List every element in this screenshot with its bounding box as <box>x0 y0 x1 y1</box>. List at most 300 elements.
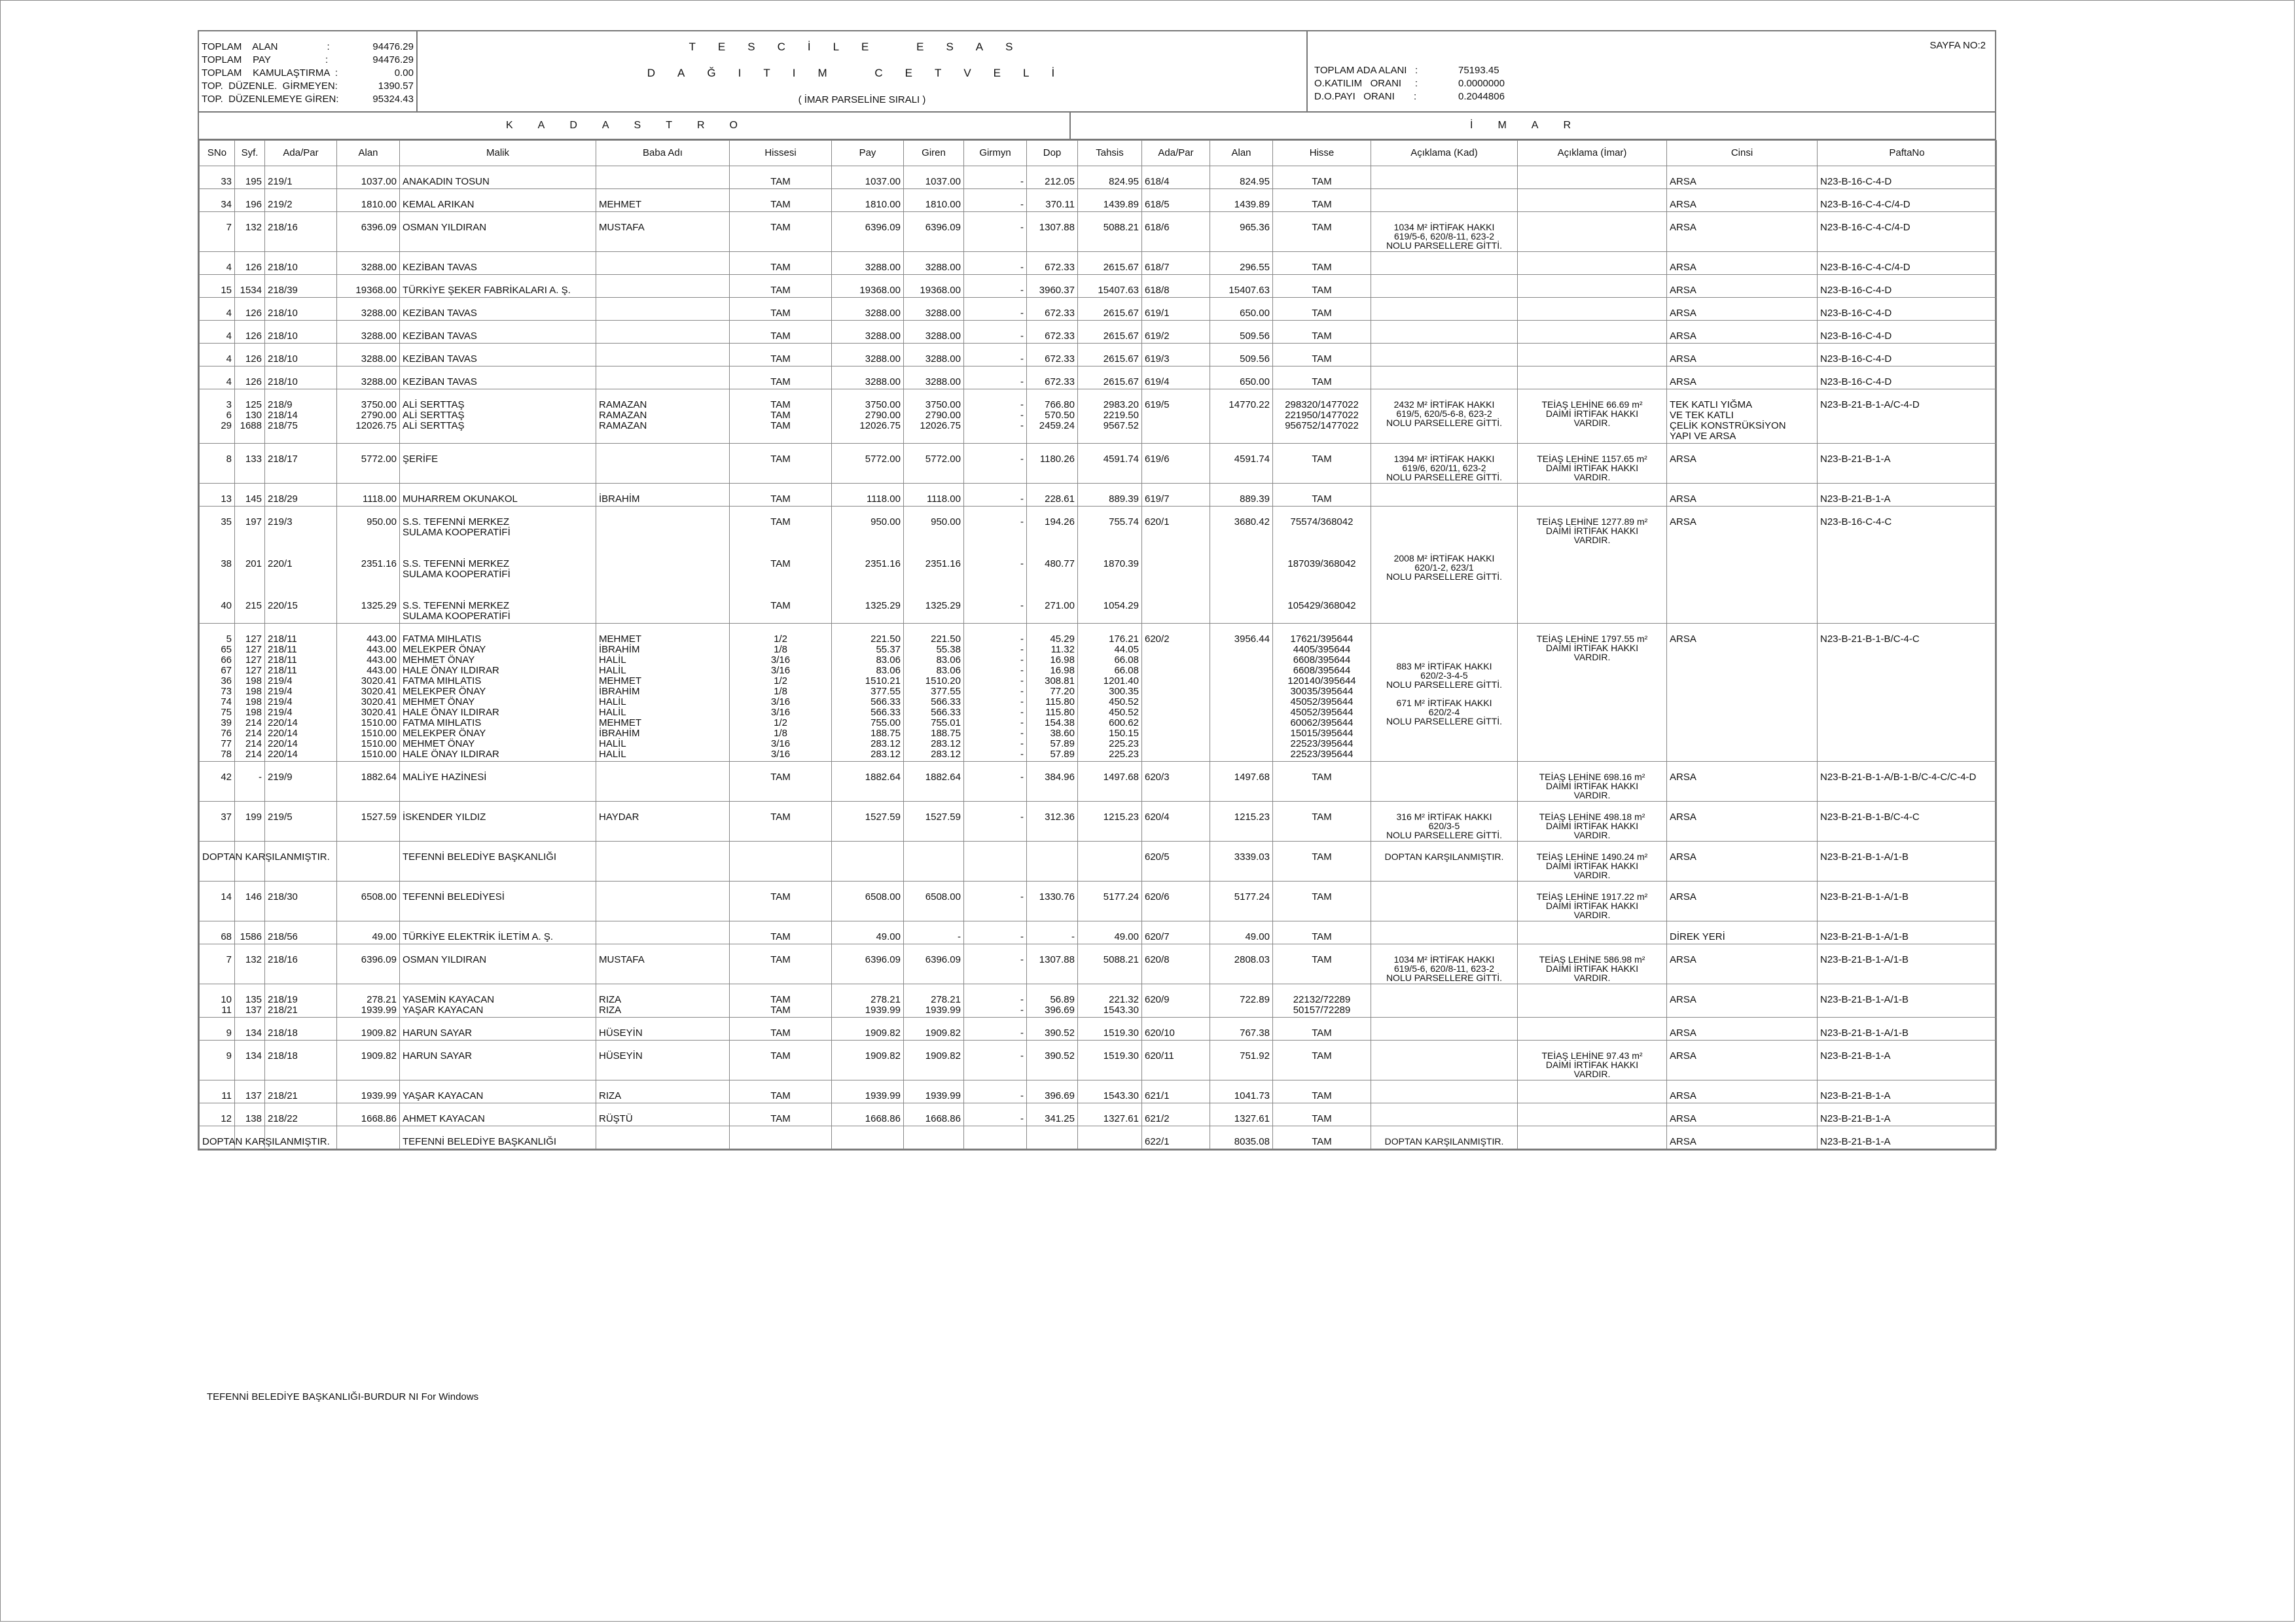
table-cell <box>904 1126 964 1149</box>
table-cell: MEHMET İBRAHİM HALİL HALİL MEHMET İBRAHİM HALİL HALİL MEHMET İBRAHİM HALİL HALİL <box>596 624 730 762</box>
table-cell <box>1371 882 1518 921</box>
table-cell: 3288.00 <box>832 252 904 275</box>
table-cell: TAM <box>1273 275 1371 298</box>
table-cell <box>596 842 730 882</box>
table-cell: FATMA MIHLATIS MELEKPER ÖNAY MEHMET ÖNAY HALE ÖNAY ILDIRAR FATMA MIHLATIS MELEKPER ÖNAY MEHMET ÖNAY HALE ÖNAY ILDIRAR FATMA MIHLATIS MELEKPER ÖNAY MEHMET ÖNAY HALE ÖNAY ILDIRAR <box>400 624 596 762</box>
table-row <box>200 1080 1997 1103</box>
table-cell: 196 <box>235 189 265 212</box>
table-cell: ARSA <box>1667 321 1818 344</box>
table-cell: - <box>964 802 1027 842</box>
table-cell: 6396.09 <box>832 944 904 984</box>
table-cell <box>596 298 730 321</box>
title-line-2: DAĞITIM CETVELİ <box>647 67 1077 79</box>
table-cell: 618/8 <box>1142 275 1210 298</box>
table-cell: 672.33 <box>1027 252 1078 275</box>
table-cell: ARSA <box>1667 166 1818 189</box>
table-cell: 6396.09 <box>337 212 400 252</box>
table-cell: 889.39 <box>1078 484 1142 507</box>
table-cell: 3288.00 <box>904 252 964 275</box>
table-cell <box>964 1126 1027 1149</box>
sheet-header <box>199 31 1995 113</box>
table-cell: TAM <box>1273 366 1371 389</box>
total-value: 94476.29 <box>372 41 414 52</box>
table-cell: TAM <box>730 1041 832 1080</box>
table-cell: TÜRKİYE ELEKTRİK İLETİM A. Ş. <box>400 921 596 944</box>
table-cell: 219/5 <box>265 802 337 842</box>
total-label: TOP. DÜZENLE. GİRMEYEN: <box>202 80 338 92</box>
table-cell: 1497.68 <box>1210 762 1273 802</box>
kadastro-section-title: KADASTRO <box>199 113 1071 139</box>
table-cell <box>1518 344 1667 366</box>
table-cell: 3288.00 <box>832 344 904 366</box>
table-row <box>200 802 1997 842</box>
table-row <box>200 321 1997 344</box>
table-cell: TAM <box>730 944 832 984</box>
table-cell: 620/9 <box>1142 984 1210 1018</box>
table-cell: 12 <box>200 1103 235 1126</box>
table-cell: N23-B-21-B-1-A <box>1818 484 1997 507</box>
column-header: Baba Adı <box>596 141 730 166</box>
table-cell <box>1371 1080 1518 1103</box>
table-cell: - <box>964 944 1027 984</box>
table-cell <box>1027 842 1078 882</box>
table-cell: 618/6 <box>1142 212 1210 252</box>
table-cell <box>1371 484 1518 507</box>
table-cell: - <box>964 444 1027 484</box>
ada-value: 0.2044806 <box>1458 91 1505 102</box>
table-cell: - <box>964 252 1027 275</box>
table-cell <box>596 1126 730 1149</box>
table-cell <box>1518 321 1667 344</box>
table-cell: 14770.22 <box>1210 389 1273 444</box>
table-cell: MUSTAFA <box>596 212 730 252</box>
table-cell: N23-B-16-C-4-D <box>1818 275 1997 298</box>
footer-text: TEFENNİ BELEDİYE BAŞKANLIĞI-BURDUR NI For Windows <box>207 1391 479 1402</box>
column-header: Girmyn <box>964 141 1027 166</box>
table-cell: 1307.88 <box>1027 212 1078 252</box>
ada-block <box>1308 31 1995 111</box>
table-cell <box>1078 842 1142 882</box>
table-cell: TAM <box>730 212 832 252</box>
table-cell <box>596 366 730 389</box>
table-cell: TEİAŞ LEHİNE 698.16 m² DAİMİ İRTİFAK HAKKI VARDIR. <box>1518 762 1667 802</box>
table-cell: 3 6 29 <box>200 389 235 444</box>
table-cell: 218/17 <box>265 444 337 484</box>
table-cell: ARSA <box>1667 344 1818 366</box>
table-cell: 296.55 <box>1210 252 1273 275</box>
table-cell: 218/10 <box>265 298 337 321</box>
table-row <box>200 212 1997 252</box>
total-label: TOPLAM PAY : <box>202 54 329 65</box>
table-cell: - <box>964 189 1027 212</box>
table-cell: 619/1 <box>1142 298 1210 321</box>
table-cell: 889.39 <box>1210 484 1273 507</box>
table-cell: 75574/368042 187039/368042 105429/368042 <box>1273 507 1371 624</box>
table-cell <box>1518 1103 1667 1126</box>
table-cell: 751.92 <box>1210 1041 1273 1080</box>
table-cell: 218/18 <box>265 1041 337 1080</box>
table-cell: 509.56 <box>1210 321 1273 344</box>
table-cell <box>1518 252 1667 275</box>
table-cell: TEİAŞ LEHİNE 498.18 m² DAİMİ İRTİFAK HAKKI VARDIR. <box>1518 802 1667 842</box>
table-cell <box>1371 321 1518 344</box>
table-cell: HÜSEYİN <box>596 1041 730 1080</box>
table-cell <box>337 842 400 882</box>
table-cell: 195 <box>235 166 265 189</box>
table-cell: 3288.00 <box>832 366 904 389</box>
table-row <box>200 344 1997 366</box>
table-cell: N23-B-21-B-1-B/C-4-C <box>1818 802 1997 842</box>
table-cell: MEHMET <box>596 189 730 212</box>
table-cell: N23-B-21-B-1-A <box>1818 1103 1997 1126</box>
table-cell: - <box>1027 921 1078 944</box>
table-cell: İSKENDER YILDIZ <box>400 802 596 842</box>
table-cell: TAM <box>730 1103 832 1126</box>
table-cell: KEZİBAN TAVAS <box>400 298 596 321</box>
table-cell: 2615.67 <box>1078 344 1142 366</box>
table-cell: 3750.00 2790.00 12026.75 <box>832 389 904 444</box>
table-cell: 68 <box>200 921 235 944</box>
table-cell: 6508.00 <box>832 882 904 921</box>
table-cell: 34 <box>200 189 235 212</box>
table-cell: 6508.00 <box>337 882 400 921</box>
table-cell: 37 <box>200 802 235 842</box>
table-cell: 1939.99 <box>832 1080 904 1103</box>
table-cell: 5772.00 <box>337 444 400 484</box>
table-cell: TAM <box>1273 344 1371 366</box>
table-cell: TAM TAM TAM <box>730 389 832 444</box>
table-cell: 1041.73 <box>1210 1080 1273 1103</box>
title-block <box>418 31 1308 111</box>
table-cell: HÜSEYİN <box>596 1018 730 1041</box>
table-cell: N23-B-21-B-1-A <box>1818 444 1997 484</box>
table-cell: 1327.61 <box>1078 1103 1142 1126</box>
table-cell: TAM <box>730 252 832 275</box>
table-cell: TAM <box>1273 762 1371 802</box>
ada-label: D.O.PAYI ORANI : <box>1314 91 1417 102</box>
table-cell: N23-B-21-B-1-A/B-1-B/C-4-C/C-4-D <box>1818 762 1997 802</box>
table-cell: TAM <box>730 321 832 344</box>
table-cell: - <box>964 921 1027 944</box>
table-cell: 3288.00 <box>904 366 964 389</box>
table-cell <box>596 444 730 484</box>
table-cell: TAM <box>1273 921 1371 944</box>
table-cell: ARSA <box>1667 1018 1818 1041</box>
table-cell: 3960.37 <box>1027 275 1078 298</box>
column-header: Açıklama (İmar) <box>1518 141 1667 166</box>
table-cell: N23-B-21-B-1-A <box>1818 1126 1997 1149</box>
table-cell: 620/8 <box>1142 944 1210 984</box>
table-cell: 650.00 <box>1210 298 1273 321</box>
table-cell: 1497.68 <box>1078 762 1142 802</box>
table-cell <box>1371 366 1518 389</box>
table-cell: - <box>964 275 1027 298</box>
title-line-1: TESCİLE ESAS <box>689 41 1035 53</box>
column-header: Giren <box>904 141 964 166</box>
table-cell: 1034 M² İRTİFAK HAKKI 619/5-6, 620/8-11, 623-2 NOLU PARSELLERE GİTTİ. <box>1371 944 1518 984</box>
table-row <box>200 842 1997 882</box>
table-cell: 14 <box>200 882 235 921</box>
ada-value: 0.0000000 <box>1458 78 1505 89</box>
column-header-row <box>200 141 1997 166</box>
table-cell: 5177.24 <box>1210 882 1273 921</box>
table-cell <box>1371 1041 1518 1080</box>
table-cell: 1327.61 <box>1210 1103 1273 1126</box>
table-cell: TEİAŞ LEHİNE 586.98 m² DAİMİ İRTİFAK HAKKI VARDIR. <box>1518 944 1667 984</box>
table-cell: 5772.00 <box>904 444 964 484</box>
column-header: Hisse <box>1273 141 1371 166</box>
table-cell: 3750.00 2790.00 12026.75 <box>337 389 400 444</box>
table-row <box>200 275 1997 298</box>
table-cell: - - - <box>964 507 1027 624</box>
table-cell <box>596 921 730 944</box>
table-cell: 1939.99 <box>337 1080 400 1103</box>
table-cell: 1668.86 <box>904 1103 964 1126</box>
table-cell: 3288.00 <box>904 344 964 366</box>
table-cell <box>596 275 730 298</box>
table-cell: 3288.00 <box>337 366 400 389</box>
column-header: Alan <box>1210 141 1273 166</box>
table-cell: 3288.00 <box>337 321 400 344</box>
table-cell: 3288.00 <box>904 298 964 321</box>
table-cell: 620/7 <box>1142 921 1210 944</box>
table-cell <box>1518 275 1667 298</box>
table-cell: 134 <box>235 1041 265 1080</box>
table-cell: RIZA RIZA <box>596 984 730 1018</box>
table-row <box>200 1103 1997 1126</box>
table-cell: ARSA <box>1667 802 1818 842</box>
total-label: TOPLAM KAMULAŞTIRMA : <box>202 67 338 79</box>
totals-block <box>199 31 418 111</box>
table-cell: 19368.00 <box>832 275 904 298</box>
table-cell <box>1518 212 1667 252</box>
table-cell: 219/9 <box>265 762 337 802</box>
table-cell: 135 137 <box>235 984 265 1018</box>
table-cell: ARSA <box>1667 944 1818 984</box>
table-cell: 49.00 <box>337 921 400 944</box>
table-cell: TEFENNİ BELEDİYESİ <box>400 882 596 921</box>
table-cell: - <box>964 321 1027 344</box>
table-cell <box>1518 1126 1667 1149</box>
table-row <box>200 762 1997 802</box>
table-cell <box>1371 275 1518 298</box>
total-value: 94476.29 <box>372 54 414 65</box>
table-cell: - <box>964 1018 1027 1041</box>
table-cell: RÜŞTÜ <box>596 1103 730 1126</box>
table-cell: ARSA <box>1667 298 1818 321</box>
table-cell: DOPTAN KARŞILANMIŞTIR. <box>200 1126 235 1149</box>
table-cell: 5088.21 <box>1078 212 1142 252</box>
table-row <box>200 189 1997 212</box>
table-row <box>200 484 1997 507</box>
table-row <box>200 921 1997 944</box>
table-cell: 1534 <box>235 275 265 298</box>
table-cell: TEİAŞ LEHİNE 1277.89 m² DAİMİ İRTİFAK HAKKI VARDIR. <box>1518 507 1667 624</box>
table-body <box>200 166 1997 1149</box>
column-header: Açıklama (Kad) <box>1371 141 1518 166</box>
table-cell: TAM <box>1273 1126 1371 1149</box>
table-cell <box>1371 252 1518 275</box>
table-cell: N23-B-16-C-4-D <box>1818 366 1997 389</box>
table-cell: HARUN SAYAR <box>400 1041 596 1080</box>
table-cell <box>596 344 730 366</box>
table-cell: N23-B-21-B-1-A/1-B <box>1818 882 1997 921</box>
table-cell: HARUN SAYAR <box>400 1018 596 1041</box>
title-line-3: ( İMAR PARSELİNE SIRALI ) <box>798 94 926 105</box>
table-row <box>200 1041 1997 1080</box>
column-header: Pay <box>832 141 904 166</box>
table-cell: 278.21 1939.99 <box>904 984 964 1018</box>
table-cell <box>730 842 832 882</box>
table-cell: 618/4 <box>1142 166 1210 189</box>
table-cell: 950.00 2351.16 1325.29 <box>832 507 904 624</box>
table-cell <box>596 882 730 921</box>
table-cell: 1215.23 <box>1078 802 1142 842</box>
table-cell: ARSA <box>1667 842 1818 882</box>
table-cell <box>1518 366 1667 389</box>
table-cell: ARSA <box>1667 275 1818 298</box>
total-value: 0.00 <box>394 67 414 79</box>
table-row <box>200 624 1997 762</box>
table-cell: TAM <box>730 882 832 921</box>
table-cell <box>1518 984 1667 1018</box>
table-row <box>200 882 1997 921</box>
column-header: PaftaNo <box>1818 141 1997 166</box>
table-cell: 4 <box>200 298 235 321</box>
table-cell: TAM <box>1273 166 1371 189</box>
table-cell: 965.36 <box>1210 212 1273 252</box>
table-cell: 1034 M² İRTİFAK HAKKI 619/5-6, 620/8-11, 623-2 NOLU PARSELLERE GİTTİ. <box>1371 212 1518 252</box>
table-cell: 1668.86 <box>337 1103 400 1126</box>
table-cell: 443.00 443.00 443.00 443.00 3020.41 3020.41 3020.41 3020.41 1510.00 1510.00 1510.00 1510.00 <box>337 624 400 762</box>
table-cell: 390.52 <box>1027 1018 1078 1041</box>
table-cell <box>964 842 1027 882</box>
table-cell: TAM <box>1273 842 1371 882</box>
table-cell: 132 <box>235 212 265 252</box>
table-cell: 384.96 <box>1027 762 1078 802</box>
table-cell: 1882.64 <box>832 762 904 802</box>
ada-label: O.KATILIM ORANI : <box>1314 78 1418 89</box>
table-cell: 1527.59 <box>832 802 904 842</box>
table-cell: 1909.82 <box>832 1018 904 1041</box>
table-cell <box>904 842 964 882</box>
table-cell: 767.38 <box>1210 1018 1273 1041</box>
table-cell: 9 <box>200 1018 235 1041</box>
table-cell: YASEMİN KAYACAN YAŞAR KAYACAN <box>400 984 596 1018</box>
table-cell: TAM <box>1273 298 1371 321</box>
table-cell: - - <box>964 984 1027 1018</box>
table-cell: 49.00 <box>1078 921 1142 944</box>
table-cell: 1394 M² İRTİFAK HAKKI 619/6, 620/11, 623-2 NOLU PARSELLERE GİTTİ. <box>1371 444 1518 484</box>
table-cell: KEZİBAN TAVAS <box>400 321 596 344</box>
table-cell: AHMET KAYACAN <box>400 1103 596 1126</box>
table-cell <box>1371 1018 1518 1041</box>
table-cell: 824.95 <box>1210 166 1273 189</box>
table-cell: - <box>235 762 265 802</box>
table-cell: 1586 <box>235 921 265 944</box>
parcel-table <box>199 140 1997 1149</box>
table-cell <box>337 1126 400 1149</box>
table-cell: 1909.82 <box>904 1041 964 1080</box>
table-cell: 3750.00 2790.00 12026.75 <box>904 389 964 444</box>
column-header: Alan <box>337 141 400 166</box>
table-cell: TEİAŞ LEHİNE 66.69 m² DAİMİ İRTİFAK HAKKI VARDIR. <box>1518 389 1667 444</box>
table-cell: 218/39 <box>265 275 337 298</box>
table-cell: 370.11 <box>1027 189 1078 212</box>
table-cell: 1519.30 <box>1078 1041 1142 1080</box>
table-cell: TAM TAM <box>730 984 832 1018</box>
table-cell: 132 <box>235 944 265 984</box>
column-header: Dop <box>1027 141 1078 166</box>
table-cell: 1810.00 <box>904 189 964 212</box>
table-cell: 1909.82 <box>832 1041 904 1080</box>
table-cell: - - - <box>964 389 1027 444</box>
table-cell: 218/56 <box>265 921 337 944</box>
table-cell: 221.32 1543.30 <box>1078 984 1142 1018</box>
table-cell: 619/6 <box>1142 444 1210 484</box>
column-header: Malik <box>400 141 596 166</box>
table-cell <box>832 842 904 882</box>
table-cell: 1668.86 <box>832 1103 904 1126</box>
table-cell: 3339.03 <box>1210 842 1273 882</box>
table-cell: 824.95 <box>1078 166 1142 189</box>
table-cell: 1527.59 <box>904 802 964 842</box>
table-cell <box>1518 1018 1667 1041</box>
table-cell: N23-B-21-B-1-A/1-B <box>1818 984 1997 1018</box>
table-cell: 127 127 127 127 198 198 198 198 214 214 214 214 <box>235 624 265 762</box>
table-cell: 125 130 1688 <box>235 389 265 444</box>
table-cell <box>1371 984 1518 1018</box>
table-cell: - <box>964 344 1027 366</box>
table-cell: TAM <box>730 802 832 842</box>
table-cell: N23-B-21-B-1-A/C-4-D <box>1818 389 1997 444</box>
column-header: Cinsi <box>1667 141 1818 166</box>
table-cell: ARSA <box>1667 1041 1818 1080</box>
table-cell: 126 <box>235 252 265 275</box>
table-cell: ALİ SERTTAŞ ALİ SERTTAŞ ALİ SERTTAŞ <box>400 389 596 444</box>
table-cell: YAŞAR KAYACAN <box>400 1080 596 1103</box>
table-cell: 1118.00 <box>904 484 964 507</box>
table-cell: TAM <box>730 444 832 484</box>
table-cell: OSMAN YILDIRAN <box>400 212 596 252</box>
table-cell: 620/4 <box>1142 802 1210 842</box>
table-cell <box>1518 166 1667 189</box>
table-cell: 45.29 11.32 16.98 16.98 308.81 77.20 115.80 115.80 154.38 38.60 57.89 57.89 <box>1027 624 1078 762</box>
table-cell: 620/1 <box>1142 507 1210 624</box>
table-cell: TAM <box>1273 484 1371 507</box>
table-cell <box>1518 1080 1667 1103</box>
table-cell: 56.89 396.69 <box>1027 984 1078 1018</box>
table-cell: 33 <box>200 166 235 189</box>
distribution-sheet <box>198 30 1996 1150</box>
table-cell: - <box>964 212 1027 252</box>
column-header: Ada/Par <box>265 141 337 166</box>
table-cell: 13 <box>200 484 235 507</box>
table-cell: 1939.99 <box>904 1080 964 1103</box>
table-cell: TAM <box>1273 444 1371 484</box>
table-cell: 722.89 <box>1210 984 1273 1018</box>
table-cell: 218/9 218/14 218/75 <box>265 389 337 444</box>
table-cell: 199 <box>235 802 265 842</box>
table-cell: 212.05 <box>1027 166 1078 189</box>
table-cell <box>1371 166 1518 189</box>
table-cell: OSMAN YILDIRAN <box>400 944 596 984</box>
table-cell: 126 <box>235 366 265 389</box>
table-cell: TAM <box>730 275 832 298</box>
table-cell: 218/19 218/21 <box>265 984 337 1018</box>
table-cell: 5088.21 <box>1078 944 1142 984</box>
table-cell: N23-B-21-B-1-A <box>1818 1041 1997 1080</box>
